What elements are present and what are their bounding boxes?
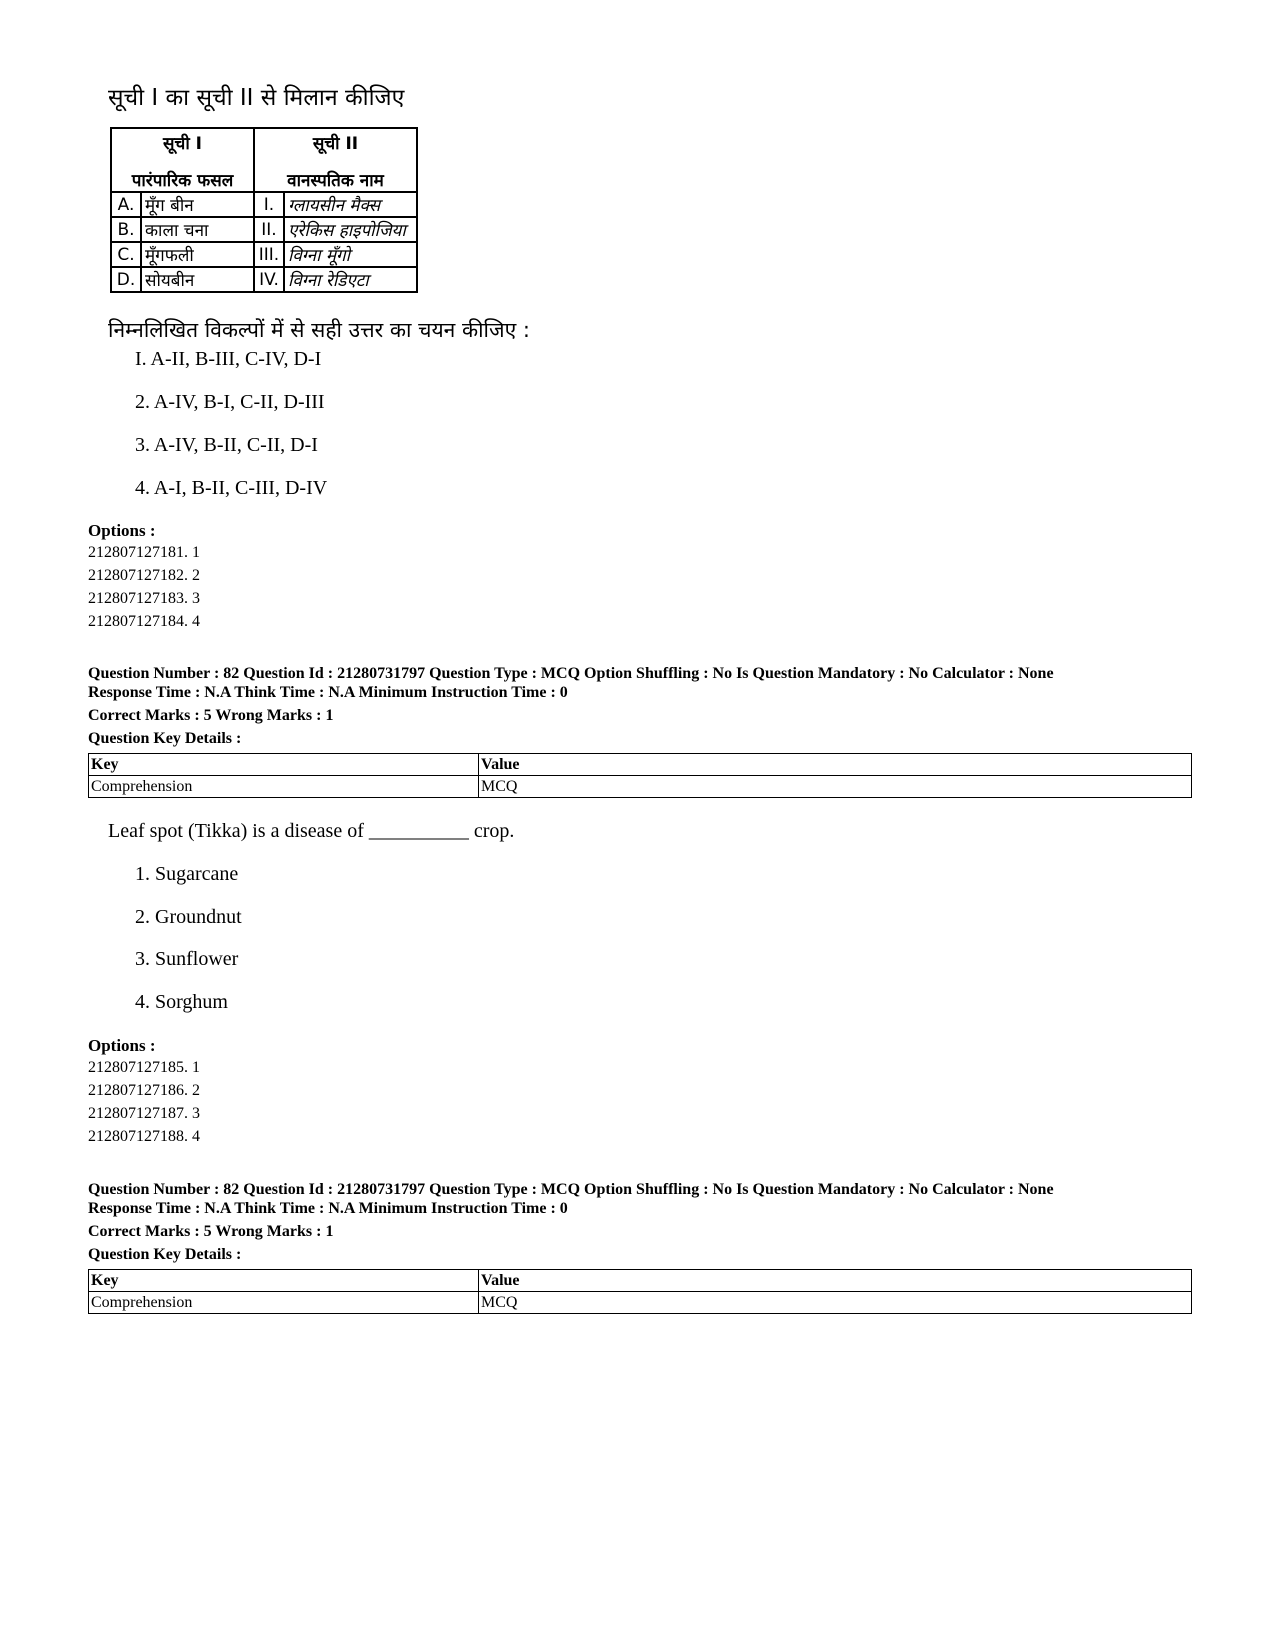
option-line: 212807127183. 3: [88, 590, 200, 607]
marks-line: Correct Marks : 5 Wrong Marks : 1: [88, 1223, 334, 1240]
key-header: Key: [89, 754, 479, 776]
key-details-table: [88, 753, 1192, 798]
value-header: Value: [479, 1270, 1192, 1292]
table-cell: मूँग बीन: [141, 192, 254, 217]
choice-item: 2. A-IV, B-I, C-II, D-III: [135, 391, 325, 413]
table-cell: विग्ना रेडिएटा: [284, 267, 417, 292]
table-row: [89, 754, 1192, 776]
question-meta-line: Response Time : N.A Think Time : N.A Minimum Instruction Time : 0: [88, 684, 568, 701]
table-row: A. मूँग बीन I. ग्लायसीन मैक्स: [111, 192, 417, 217]
table-cell: ग्लायसीन मैक्स: [284, 192, 417, 217]
key-cell: Comprehension: [89, 776, 479, 798]
option-line: 212807127186. 2: [88, 1082, 200, 1099]
table-row: [89, 1292, 1192, 1314]
list1-subtitle: पारंपारिक फसल: [131, 171, 234, 191]
question-1-intro: सूची I का सूची II से मिलान कीजिए: [108, 85, 405, 111]
key-details-label: Question Key Details :: [88, 730, 242, 747]
marks-line: Correct Marks : 5 Wrong Marks : 1: [88, 707, 334, 724]
value-header: Value: [479, 754, 1192, 776]
table-cell: एरेकिस हाइपोजिया: [284, 217, 417, 242]
key-details-table: [88, 1269, 1192, 1314]
key-cell: Comprehension: [89, 1292, 479, 1314]
match-table: [110, 127, 418, 293]
key-details-label: Question Key Details :: [88, 1246, 242, 1263]
table-cell: काला चना: [141, 217, 254, 242]
table-row: [89, 776, 1192, 798]
choice-item: 4. Sorghum: [135, 991, 228, 1013]
value-cell: MCQ: [479, 1292, 1192, 1314]
choice-item: 3. Sunflower: [135, 948, 239, 970]
table-row: D. सोयबीन IV. विग्ना रेडिएटा: [111, 267, 417, 292]
question-meta-line: Question Number : 82 Question Id : 21280731797 Question Type : MCQ Option Shuffling : No Is Question Mandatory : No Calculator : None: [88, 665, 1054, 682]
table-cell: सोयबीन: [141, 267, 254, 292]
option-line: 212807127188. 4: [88, 1128, 200, 1145]
question-2-text: Leaf spot (Tikka) is a disease of __________ crop.: [108, 820, 515, 842]
option-line: 212807127181. 1: [88, 544, 200, 561]
key-header: Key: [89, 1270, 479, 1292]
table-row: C. मूँगफली III. विग्ना मूँगो: [111, 242, 417, 267]
options-label: Options :: [88, 521, 156, 540]
list2-subtitle: वानस्पतिक नाम: [287, 171, 384, 191]
list1-title: सूची I: [163, 134, 202, 154]
table-row: B. काला चना II. एरेकिस हाइपोजिया: [111, 217, 417, 242]
choice-item: 3. A-IV, B-II, C-II, D-I: [135, 434, 318, 456]
option-line: 212807127184. 4: [88, 613, 200, 630]
choice-item: 2. Groundnut: [135, 906, 242, 928]
table-cell: विग्ना मूँगो: [284, 242, 417, 267]
table-cell: मूँगफली: [141, 242, 254, 267]
question-meta-line: Response Time : N.A Think Time : N.A Minimum Instruction Time : 0: [88, 1200, 568, 1217]
question-1-instruction: निम्नलिखित विकल्पों में से सही उत्तर का चयन कीजिए :: [108, 318, 530, 342]
option-line: 212807127187. 3: [88, 1105, 200, 1122]
choice-item: 4. A-I, B-II, C-III, D-IV: [135, 477, 328, 499]
choice-item: 1. Sugarcane: [135, 863, 239, 885]
choice-item: I. A-II, B-III, C-IV, D-I: [135, 348, 322, 370]
value-cell: MCQ: [479, 776, 1192, 798]
options-label: Options :: [88, 1036, 156, 1055]
option-line: 212807127182. 2: [88, 567, 200, 584]
table-row: [89, 1270, 1192, 1292]
list2-title: सूची II: [312, 134, 359, 154]
option-line: 212807127185. 1: [88, 1059, 200, 1076]
question-meta-line: Question Number : 82 Question Id : 21280731797 Question Type : MCQ Option Shuffling : No Is Question Mandatory : No Calculator : None: [88, 1181, 1054, 1198]
